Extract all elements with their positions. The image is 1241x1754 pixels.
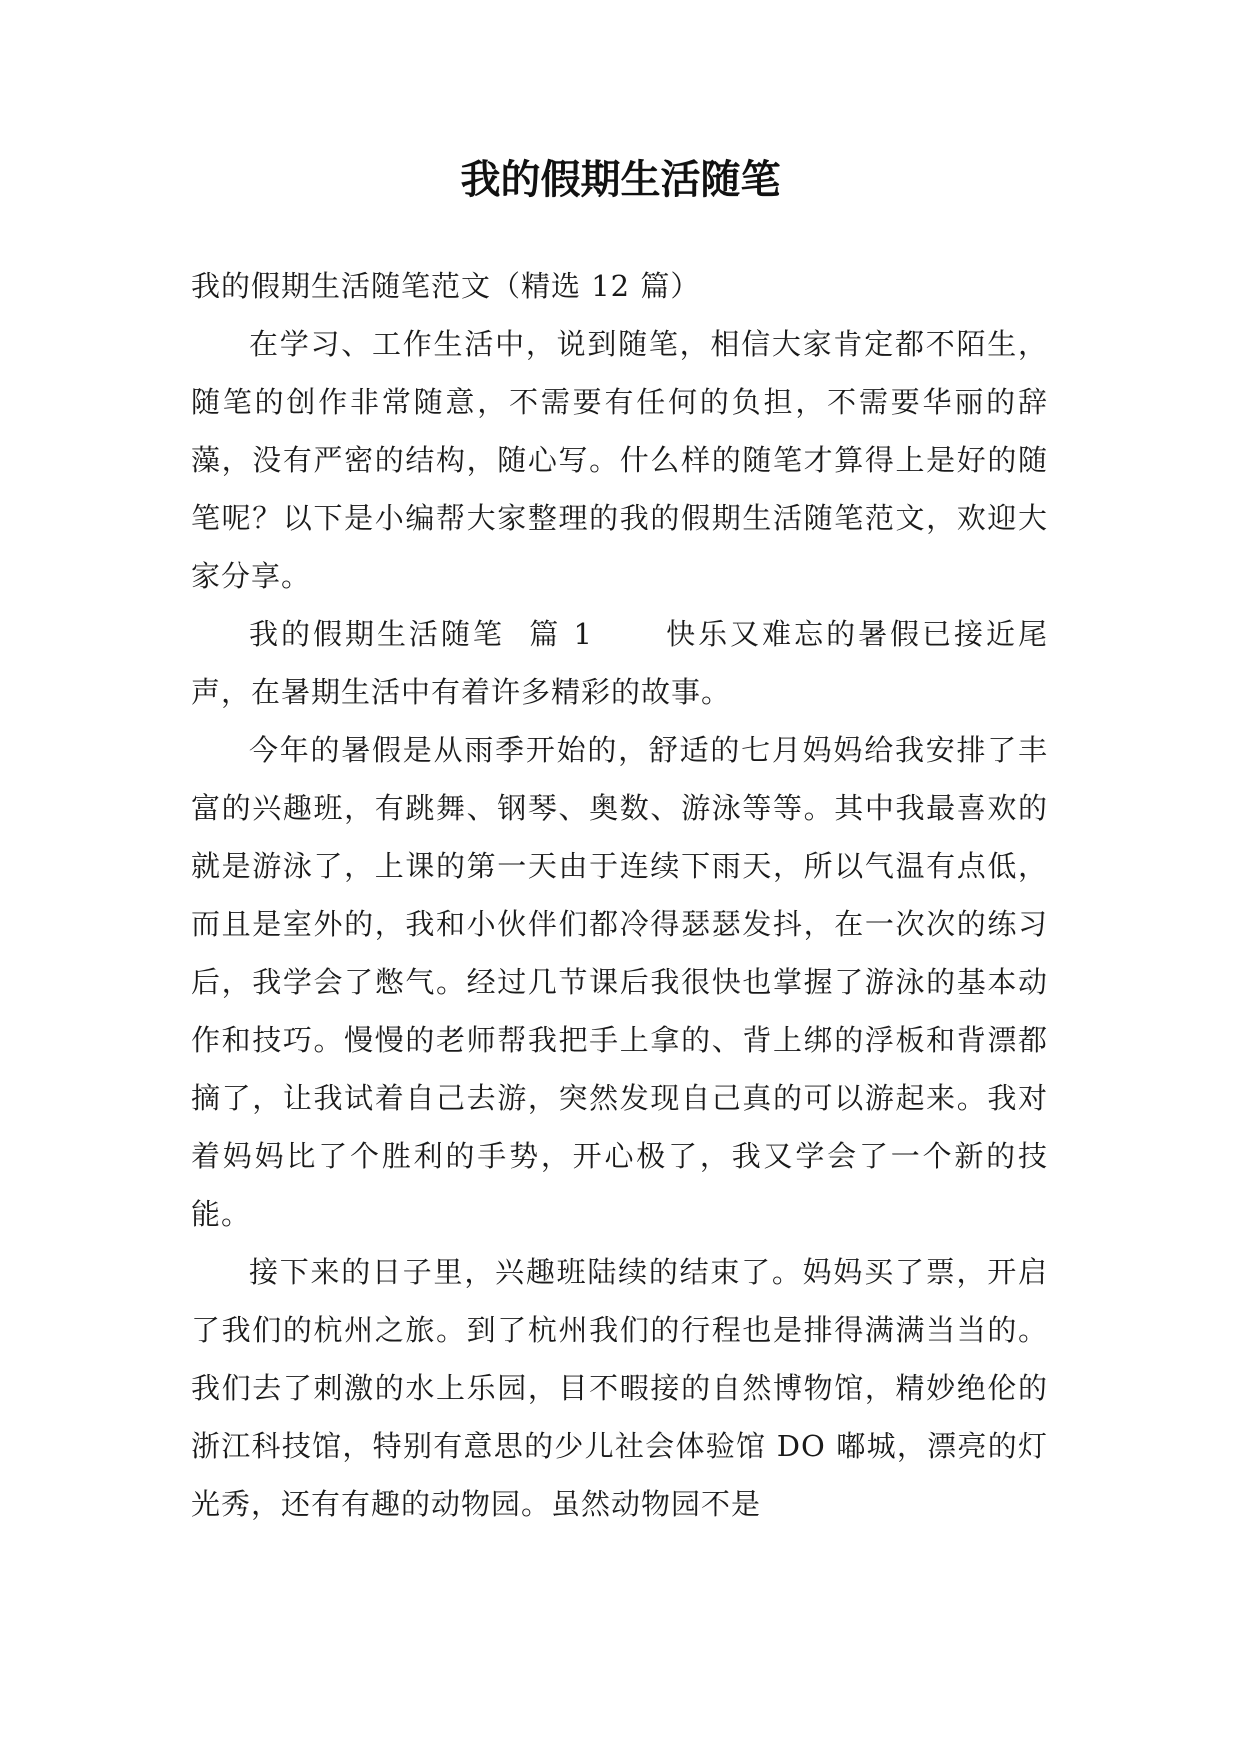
paragraph-intro: 在学习、工作生活中，说到随笔，相信大家肯定都不陌生，随笔的创作非常随意，不需要有任何的负担，不需要华丽的辞藻，没有严密的结构，随心写。什么样的随笔才算得上是好的随笔呢？以下是小编帮大家整理的我的假期生活随笔范文，欢迎大家分享。 bbox=[191, 327, 1048, 593]
paragraph-section-1-heading: 我的假期生活随笔 篇 1 快乐又难忘的暑假已接近尾声，在暑期生活中有着许多精彩的故事。 bbox=[191, 617, 1048, 709]
paragraph-hangzhou-trip: 接下来的日子里，兴趣班陆续的结束了。妈妈买了票，开启了我们的杭州之旅。到了杭州我们的行程也是排得满满当当的。我们去了刺激的水上乐园，目不暇接的自然博物馆，精妙绝伦的浙江科技馆，特别有意思的少儿社会体验馆 DO 嘟城，漂亮的灯光秀，还有有趣的动物园。虽然动物园不是 bbox=[191, 1255, 1048, 1521]
document-body bbox=[191, 257, 1048, 1533]
paragraph-summer-classes: 今年的暑假是从雨季开始的，舒适的七月妈妈给我安排了丰富的兴趣班，有跳舞、钢琴、奥数、游泳等等。其中我最喜欢的就是游泳了，上课的第一天由于连续下雨天，所以气温有点低，而且是室外的，我和小伙伴们都冷得瑟瑟发抖，在一次次的练习后，我学会了憋气。经过几节课后我很快也掌握了游泳的基本动作和技巧。慢慢的老师帮我把手上拿的、背上绑的浮板和背漂都摘了，让我试着自己去游，突然发现自己真的可以游起来。我对着妈妈比了个胜利的手势，开心极了，我又学会了一个新的技能。 bbox=[191, 733, 1048, 1231]
document-subtitle: 我的假期生活随笔范文（精选 12 篇） bbox=[191, 269, 701, 303]
document-title: 我的假期生活随笔 bbox=[460, 157, 781, 203]
